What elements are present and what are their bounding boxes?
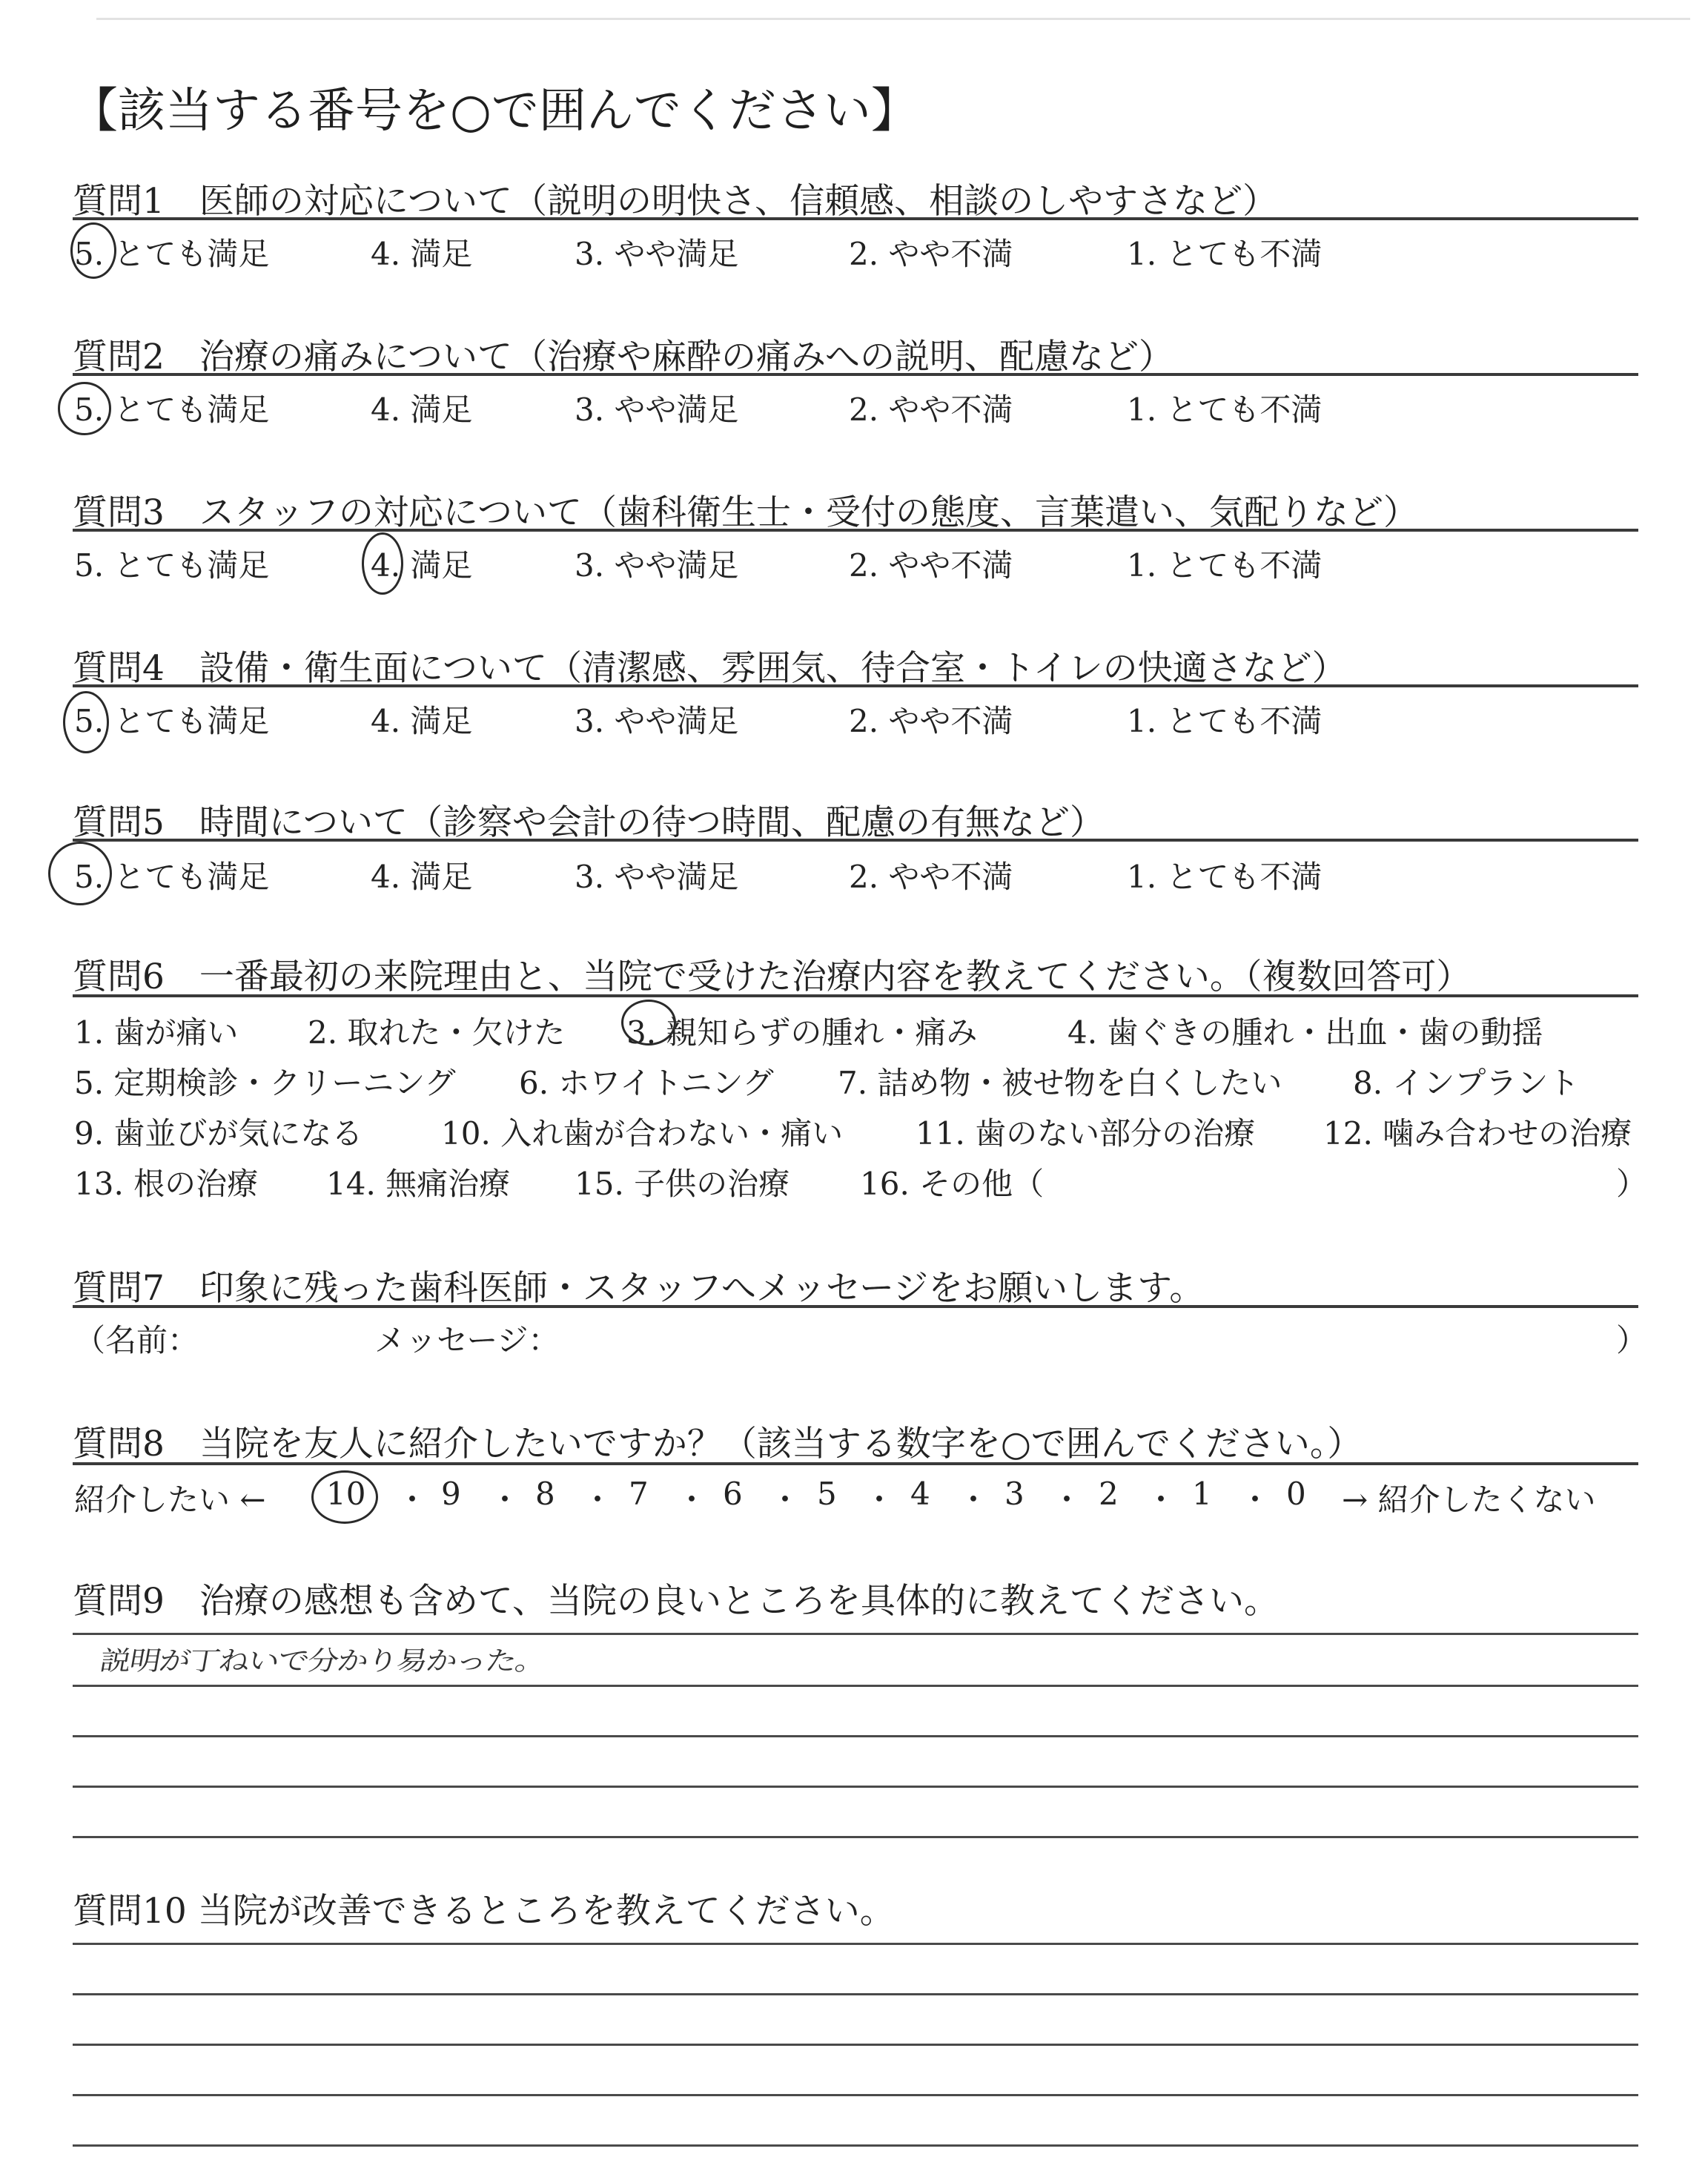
q6-selection-circle: [621, 1000, 676, 1046]
q3-option-5[interactable]: 5. とても満足: [74, 547, 270, 584]
q1-option-1[interactable]: 1. とても不満: [1127, 236, 1323, 272]
question-4-rule: [73, 684, 1638, 687]
q9-answer-line: [73, 1633, 1638, 1635]
question-7-title: 質問7 印象に残った歯科医師・スタッフへメッセージをお願いします。: [73, 1268, 1205, 1309]
q1-option-2[interactable]: 2. やや不満: [849, 236, 1013, 272]
q6-option-15[interactable]: 15. 子供の治療: [575, 1166, 790, 1202]
q8-value-3[interactable]: 3: [1004, 1476, 1025, 1512]
q1-option-4[interactable]: 4. 満足: [371, 236, 473, 272]
top-border: [96, 18, 1690, 20]
q4-option-1[interactable]: 1. とても不満: [1127, 703, 1323, 739]
question-8-rule: [73, 1462, 1638, 1465]
q8-value-7[interactable]: 7: [629, 1476, 649, 1512]
q3-selection-circle: [362, 532, 403, 595]
q7-message-label: メッセージ：: [374, 1322, 560, 1358]
q6-option-6[interactable]: 6. ホワイトニング: [519, 1065, 774, 1101]
q8-dot: ・: [582, 1482, 614, 1518]
question-1-title: 質問1 医師の対応について（説明の明快さ、信頼感、相談のしやすさなど）: [73, 181, 1278, 222]
q10-answer-line: [73, 2094, 1638, 2096]
question-6-title: 質問6 一番最初の来院理由と、当院で受けた治療内容を教えてください。（複数回答可）: [73, 957, 1472, 997]
q8-dot: ・: [958, 1482, 990, 1518]
instruction-heading: 【該当する番号を○で囲んでください】: [70, 84, 918, 139]
q2-option-5[interactable]: 5. とても満足: [74, 392, 270, 428]
q1-selection-circle: [70, 222, 116, 279]
q6-option-10[interactable]: 10. 入れ歯が合わない・痛い: [441, 1115, 844, 1152]
question-5-rule: [73, 839, 1638, 842]
q8-value-8[interactable]: 8: [535, 1476, 555, 1512]
q8-dot: ・: [489, 1482, 521, 1518]
q4-option-3[interactable]: 3. やや満足: [575, 703, 739, 739]
q2-selection-circle: [58, 382, 111, 435]
q8-value-2[interactable]: 2: [1099, 1476, 1119, 1512]
question-10-title: 質問10 当院が改善できるところを教えてください。: [73, 1891, 895, 1932]
q4-selection-circle: [63, 691, 109, 753]
q8-dot: ・: [1239, 1482, 1271, 1518]
q6-option-9[interactable]: 9. 歯並びが気になる: [74, 1115, 363, 1152]
q2-option-1[interactable]: 1. とても不満: [1127, 392, 1323, 428]
question-6-rule: [73, 994, 1638, 997]
q5-option-2[interactable]: 2. やや不満: [849, 859, 1013, 895]
q8-value-9[interactable]: 9: [441, 1476, 461, 1512]
q7-close-paren: ）: [1616, 1322, 1648, 1358]
q9-answer-line: [73, 1735, 1638, 1737]
q8-value-10[interactable]: 10: [326, 1476, 366, 1512]
q6-option-14[interactable]: 14. 無痛治療: [326, 1166, 511, 1202]
q7-name-label: （名前：: [74, 1322, 199, 1358]
q8-right-label: → 紹介したくない: [1342, 1482, 1596, 1518]
q8-dot: ・: [1145, 1482, 1177, 1518]
q6-option-4[interactable]: 4. 歯ぐきの腫れ・出血・歯の動揺: [1068, 1014, 1543, 1051]
q10-answer-line: [73, 1943, 1638, 1945]
q9-answer-line: [73, 1786, 1638, 1788]
q2-option-3[interactable]: 3. やや満足: [575, 392, 739, 428]
q6-option-7[interactable]: 7. 詰め物・被せ物を白くしたい: [838, 1065, 1282, 1101]
q5-selection-circle: [48, 842, 112, 905]
q6-option-2[interactable]: 2. 取れた・欠けた: [308, 1014, 566, 1051]
question-2-rule: [73, 373, 1638, 376]
q3-option-1[interactable]: 1. とても不満: [1127, 547, 1323, 584]
q3-option-3[interactable]: 3. やや満足: [575, 547, 739, 584]
q5-option-3[interactable]: 3. やや満足: [575, 859, 739, 895]
q6-option-12[interactable]: 12. 噛み合わせの治療: [1323, 1115, 1632, 1152]
q6-option-3[interactable]: 3. 親知らずの腫れ・痛み: [626, 1014, 978, 1051]
q8-dot: ・: [676, 1482, 708, 1518]
q8-dot: ・: [397, 1482, 428, 1518]
q3-option-2[interactable]: 2. やや不満: [849, 547, 1013, 584]
q2-option-4[interactable]: 4. 満足: [371, 392, 473, 428]
q6-option-8[interactable]: 8. インプラント: [1353, 1065, 1580, 1101]
q6-option-5[interactable]: 5. 定期検診・クリーニング: [74, 1065, 456, 1101]
q4-option-4[interactable]: 4. 満足: [371, 703, 473, 739]
question-3-title: 質問3 スタッフの対応について（歯科衛生士・受付の態度、言葉遣い、気配りなど）: [73, 492, 1418, 533]
q9-answer-line: [73, 1685, 1638, 1687]
q8-dot: ・: [769, 1482, 801, 1518]
q8-selection-circle: [311, 1470, 378, 1524]
q10-answer-line: [73, 2044, 1638, 2046]
q8-left-label: 紹介したい ←: [74, 1482, 266, 1518]
q5-option-5[interactable]: 5. とても満足: [74, 859, 270, 895]
q8-dot: ・: [864, 1482, 896, 1518]
question-8-title: 質問8 当院を友人に紹介したいですか？（該当する数字を○で囲んでください。）: [73, 1424, 1363, 1464]
q1-option-5[interactable]: 5. とても満足: [74, 236, 270, 272]
q8-value-6[interactable]: 6: [723, 1476, 743, 1512]
q6-option-13[interactable]: 13. 根の治療: [74, 1166, 259, 1202]
q6-option-16-other[interactable]: 16. その他（: [860, 1166, 1045, 1202]
question-9-title: 質問9 治療の感想も含めて、当院の良いところを具体的に教えてください。: [73, 1581, 1279, 1622]
q10-answer-line: [73, 1993, 1638, 1995]
q5-option-1[interactable]: 1. とても不満: [1127, 859, 1323, 895]
q8-value-1[interactable]: 1: [1192, 1476, 1212, 1512]
q1-option-3[interactable]: 3. やや満足: [575, 236, 739, 272]
q5-option-4[interactable]: 4. 満足: [371, 859, 473, 895]
q6-other-close-paren: ）: [1616, 1166, 1648, 1202]
question-2-title: 質問2 治療の痛みについて（治療や麻酔の痛みへの説明、配慮など）: [73, 337, 1174, 377]
q8-dot: ・: [1051, 1482, 1083, 1518]
question-3-rule: [73, 529, 1638, 532]
q4-option-2[interactable]: 2. やや不満: [849, 703, 1013, 739]
q4-option-5[interactable]: 5. とても満足: [74, 703, 270, 739]
q3-option-4[interactable]: 4. 満足: [371, 547, 473, 584]
q8-value-5[interactable]: 5: [817, 1476, 837, 1512]
q8-value-4[interactable]: 4: [910, 1476, 930, 1512]
q10-answer-line: [73, 2144, 1638, 2147]
q2-option-2[interactable]: 2. やや不満: [849, 392, 1013, 428]
question-4-title: 質問4 設備・衛生面について（清潔感、雰囲気、待合室・トイレの快適さなど）: [73, 648, 1347, 689]
q6-option-11[interactable]: 11. 歯のない部分の治療: [916, 1115, 1256, 1152]
q9-answer-line: [73, 1836, 1638, 1838]
q6-option-1[interactable]: 1. 歯が痛い: [74, 1014, 239, 1051]
question-5-title: 質問5 時間について（診察や会計の待つ時間、配慮の有無など）: [73, 802, 1105, 843]
q9-handwritten-answer: 説明が丁ねいで分かり易かった。: [97, 1645, 548, 1677]
q8-value-0[interactable]: 0: [1286, 1476, 1306, 1512]
question-7-rule: [73, 1305, 1638, 1308]
question-1-rule: [73, 217, 1638, 220]
